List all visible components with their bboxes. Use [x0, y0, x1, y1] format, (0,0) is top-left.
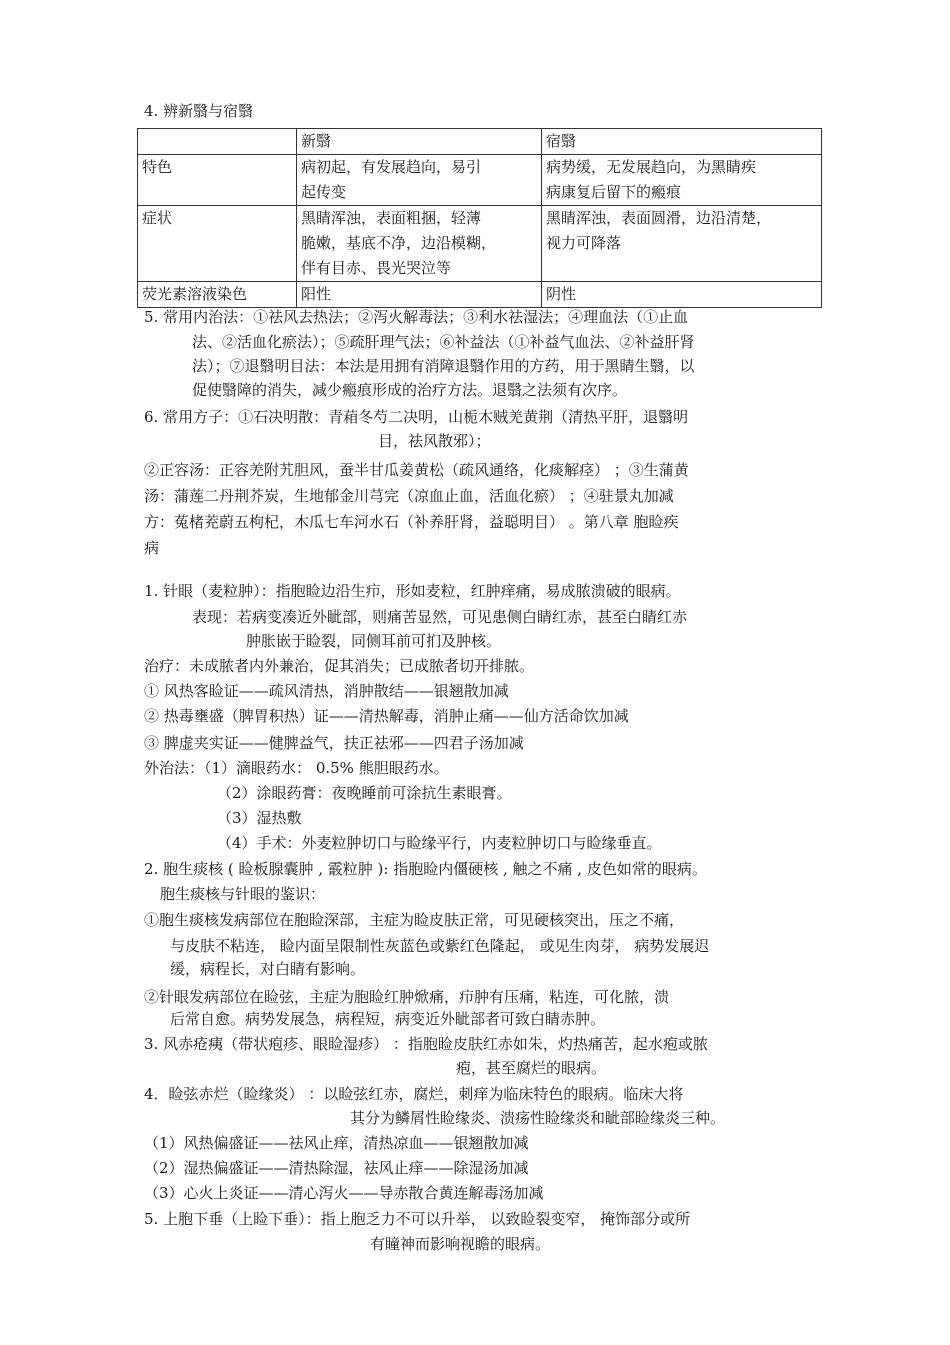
text-line: 法）；⑦退翳明目法：本法是用拥有消障退翳作用的方药，用于黑睛生翳，以 — [192, 357, 695, 375]
table-header-cell: 新翳 — [297, 129, 542, 155]
table-header-cell: 宿翳 — [542, 129, 822, 155]
table-row — [138, 206, 822, 282]
text-line: （4）手术：外麦粒肿切口与睑缘平行，内麦粒肿切口与睑缘垂直。 — [217, 834, 662, 852]
row-label: 特色 — [138, 155, 297, 206]
text-line: 其分为鳞屑性睑缘炎、溃疡性睑缘炎和眦部睑缘炎三种。 — [350, 1109, 726, 1127]
text-line: 治疗：未成脓者内外兼治，促其消失；已成脓者切开排脓。 — [144, 657, 535, 675]
text-line: （3）心火上炎证——清心泻火——导赤散合黄连解毒汤加减 — [144, 1184, 544, 1202]
text-line: ①胞生痰核发病部位在胞睑深部，主症为睑皮肤正常，可见硬核突出，压之不痛， — [144, 911, 685, 929]
text-line: 外治法：（1）滴眼药水： 0.5% 熊胆眼药水。 — [144, 759, 449, 777]
text-line: （2）湿热偏盛证——清热除湿，祛风止痒——除湿汤加减 — [144, 1159, 529, 1177]
text-line: ②正容汤：正容羌附艽胆风，蚕半甘瓜姜黄松（疏风通络，化痰解痉） ；③生蒲黄 — [144, 461, 689, 479]
table-header-row — [138, 129, 822, 155]
cell-new: 病初起，有发展趋向，易引 起传变 — [297, 155, 542, 206]
text-line: 与皮肤不粘连， 睑内面呈限制性灰蓝色或紫红色隆起， 或见生肉芽， 病势发展迟 — [170, 937, 710, 955]
text-line: （1）风热偏盛证——祛风止痒，清热凉血——银翘散加减 — [144, 1134, 529, 1152]
text-line: 1. 针眼（麦粒肿）：指胞睑边沿生疖，形如麦粒，红肿痒痛，易成脓溃破的眼病。 — [144, 582, 681, 600]
text-line: （3）湿热敷 — [217, 809, 302, 827]
text-line: 肿胀嵌于睑裂，同侧耳前可扪及肿核。 — [246, 632, 502, 650]
row-label: 荧光素溶液染色 — [138, 282, 297, 308]
cell-old: 病势缓，无发展趋向，为黑睛疾 病康复后留下的瘢痕 — [542, 155, 822, 206]
text-line: ②针眼发病部位在睑弦，主症为胞睑红肿焮痛，疖肿有压痛，粘连，可化脓，溃 — [144, 988, 670, 1006]
cell-old: 阴性 — [542, 282, 822, 308]
cell-new: 阳性 — [297, 282, 542, 308]
table-row — [138, 155, 822, 206]
text-line: 5. 常用内治法：①祛风去热法；②泻火解毒法；③利水祛湿法；④理血法（①止血 — [144, 308, 689, 326]
cell-old: 黑睛浑浊，表面圆滑，边沿清楚， 视力可降落 — [542, 206, 822, 282]
text-line: ② 热毒壅盛（脾胃积热）证——清热解毒，消肿止痛——仙方活命饮加减 — [144, 707, 629, 725]
table-header-cell — [138, 129, 297, 155]
text-line: 5. 上胞下垂（上睑下垂）：指上胞乏力不可以升举， 以致睑裂变窄， 掩饰部分或所 — [144, 1210, 691, 1228]
text-line: 病 — [144, 539, 160, 557]
text-line: ① 风热客睑证——疏风清热，消肿散结——银翘散加减 — [144, 682, 509, 700]
section-heading: 4. 辨新翳与宿翳 — [144, 102, 254, 120]
text-line: 3. 风赤疮痍（带状疱疹、眼睑湿疹） ：指胞睑皮肤红赤如朱，灼热痛苦，起水疱或脓 — [144, 1035, 708, 1053]
text-line: 目，祛风散邪）； — [378, 432, 491, 450]
text-line: 促使翳障的消失，减少瘢痕形成的治疗方法。退翳之法须有次序。 — [192, 381, 628, 399]
comparison-table — [137, 128, 822, 308]
text-line: 有瞳神而影响视瞻的眼病。 — [370, 1235, 551, 1253]
text-line: 6. 常用方子：①石决明散：青葙冬芍二决明，山栀木贼羌黄荆（清热平肝，退翳明 — [144, 408, 689, 426]
text-line: 汤：蒲莲二丹荆芥炭，生地郁金川芎完（凉血止血，活血化瘀） ；④驻景丸加减 — [144, 487, 674, 505]
text-line: 法、②活血化瘀法）；⑤疏肝理气法；⑥补益法（①补益气血法、②补益肝肾 — [192, 333, 695, 351]
text-line: ③ 脾虚夹实证——健脾益气，扶正祛邪——四君子汤加减 — [144, 734, 524, 752]
text-line: 4．睑弦赤烂（睑缘炎） ：以睑弦红赤，腐烂，刺痒为临床特色的眼病。临床大将 — [144, 1085, 684, 1103]
text-line: 胞生痰核与针眼的鉴识： — [160, 885, 326, 903]
text-line: 2. 胞生痰核 ( 睑板腺囊肿 , 霰粒肿 ): 指胞睑内僵硬核 , 触之不痛 , 皮色如常的眼病。 — [144, 860, 707, 878]
text-line: 疱，甚至腐烂的眼病。 — [456, 1059, 607, 1077]
text-line: 方：菟楮茺蔚五枸杞，木瓜七车河水石（补养肝肾，益聪明目） 。第八章 胞睑疾 — [144, 513, 679, 531]
text-line: （2）涂眼药膏：夜晚睡前可涂抗生素眼膏。 — [217, 784, 512, 802]
text-line: 表现：若病变凑近外眦部，则痛苦显然，可见患侧白睛红赤，甚至白睛红赤 — [192, 608, 688, 626]
row-label: 症状 — [138, 206, 297, 282]
text-line: 缓，病程长，对白睛有影响。 — [170, 960, 366, 978]
table-row — [138, 282, 822, 308]
text-line: 后常自愈。病势发展急，病程短，病变近外眦部者可致白睛赤肿。 — [170, 1010, 606, 1028]
cell-new: 黑睛浑浊，表面粗捆，轻薄 脆嫩，基底不净，边沿模糊， 伴有目赤、畏光哭泣等 — [297, 206, 542, 282]
